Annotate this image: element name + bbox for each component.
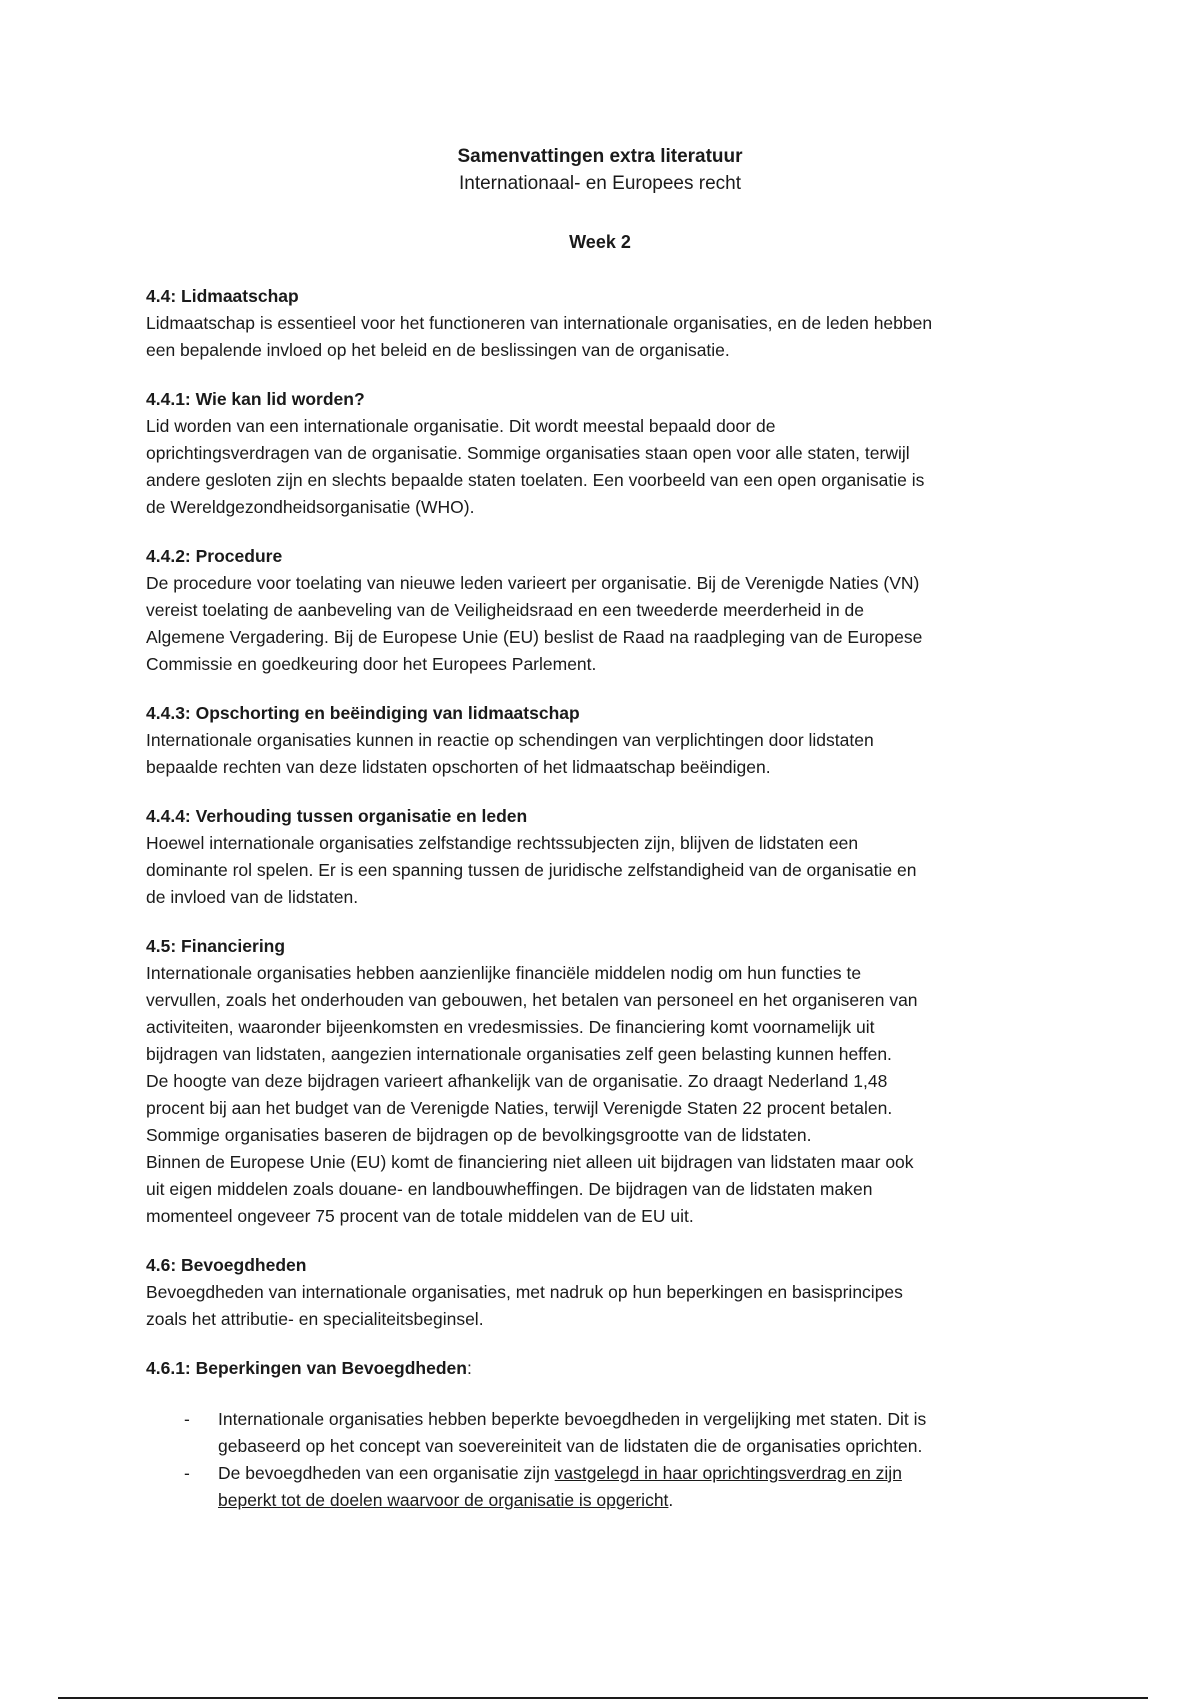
text-line: Bevoegdheden van internationale organisaties, met nadruk op hun beperkingen en basisprincipes [146, 1282, 903, 1302]
bullet-item [146, 1460, 1066, 1514]
section-paragraph [146, 960, 1066, 1230]
section-verhouding [146, 803, 1066, 911]
text-line: bepaalde rechten van deze lidstaten opschorten of het lidmaatschap beëindigen. [146, 757, 771, 777]
text-line: bijdragen van lidstaten, aangezien internationale organisaties zelf geen belasting kunnen heffen. [146, 1044, 892, 1064]
section-opschorting [146, 700, 1066, 781]
text-line: Lid worden van een internationale organisatie. Dit wordt meestal bepaald door de [146, 416, 776, 436]
text-line: Commissie en goedkeuring door het Europees Parlement. [146, 654, 597, 674]
text-run: De bevoegdheden van een organisatie zijn [218, 1463, 555, 1483]
text-line: uit eigen middelen zoals douane- en landbouwheffingen. De bijdragen van de lidstaten maken [146, 1179, 873, 1199]
text-line: zoals het attributie- en specialiteitsbeginsel. [146, 1309, 484, 1329]
section-financiering [146, 933, 1066, 1230]
bullet-item [146, 1406, 1066, 1460]
text-line: momenteel ongeveer 75 procent van de totale middelen van de EU uit. [146, 1206, 694, 1226]
document-title: Samenvattingen extra literatuur [457, 146, 743, 167]
section-heading: 4.4.1: Wie kan lid worden? [146, 389, 365, 409]
bullet-dash: - [184, 1409, 190, 1429]
section-heading: 4.6.1: Beperkingen van Bevoegdheden [146, 1358, 467, 1378]
text-line: Lidmaatschap is essentieel voor het functioneren van internationale organisaties, en de leden hebben [146, 313, 933, 333]
bullet-list [146, 1406, 1066, 1514]
text-line: activiteiten, waaronder bijeenkomsten en vredesmissies. De financiering komt voornamelijk uit [146, 1017, 875, 1037]
text-line: een bepalende invloed op het beleid en de beslissingen van de organisatie. [146, 340, 730, 360]
text-line: De hoogte van deze bijdragen varieert afhankelijk van de organisatie. Zo draagt Nederland 1,48 [146, 1071, 888, 1091]
section-heading: 4.4.2: Procedure [146, 546, 283, 566]
document-subtitle: Internationaal- en Europees recht [458, 173, 741, 194]
text-line: procent bij aan het budget van de Verenigde Naties, terwijl Verenigde Staten 22 procent betalen. [146, 1098, 893, 1118]
underlined-text: vastgelegd in haar oprichtingsverdrag en zijn [554, 1463, 902, 1483]
section-heading-line [146, 1355, 1066, 1382]
text-line: gebaseerd op het concept van soevereiniteit van de lidstaten die de organisaties oprichten. [218, 1436, 923, 1456]
week-heading: Week 2 [569, 232, 631, 252]
heading-colon: : [466, 1358, 472, 1378]
section-paragraph [146, 830, 1066, 911]
text-line: Internationale organisaties hebben aanzienlijke financiële middelen nodig om hun functies te [146, 963, 862, 983]
section-heading: 4.5: Financiering [146, 936, 286, 956]
text-line: Sommige organisaties baseren de bijdragen op de bevolkingsgrootte van de lidstaten. [146, 1125, 812, 1145]
bullet-dash: - [184, 1463, 190, 1483]
text-line: De procedure voor toelating van nieuwe leden varieert per organisatie. Bij de Verenigde Naties (VN) [146, 573, 920, 593]
text-line: de Wereldgezondheidsorganisatie (WHO). [146, 497, 475, 517]
section-bevoegdheden [146, 1252, 1066, 1333]
section-heading: 4.4.3: Opschorting en beëindiging van lidmaatschap [146, 703, 580, 723]
section-wie-kan-lid-worden [146, 386, 1066, 521]
text-line: Hoewel internationale organisaties zelfstandige rechtssubjecten zijn, blijven de lidstaten een [146, 833, 859, 853]
section-heading: 4.4: Lidmaatschap [146, 286, 299, 306]
section-paragraph [146, 413, 1066, 521]
section-paragraph [146, 727, 1066, 781]
footer-divider [58, 1697, 1148, 1699]
text-line: de invloed van de lidstaten. [146, 887, 359, 907]
document-content [146, 283, 1066, 1536]
text-line: Internationale organisaties hebben beperkte bevoegdheden in vergelijking met staten. Dit is [218, 1409, 927, 1429]
text-line [218, 1487, 1066, 1514]
text-line: vereist toelating de aanbeveling van de Veiligheidsraad en een tweederde meerderheid in de [146, 600, 865, 620]
section-paragraph [146, 310, 1066, 364]
text-line: Binnen de Europese Unie (EU) komt de financiering niet alleen uit bijdragen van lidstaten maar ook [146, 1152, 914, 1172]
section-paragraph [146, 1279, 1066, 1333]
underlined-text: beperkt tot de doelen waarvoor de organisatie is opgericht [218, 1490, 669, 1510]
text-line: oprichtingsverdragen van de organisatie. Sommige organisaties staan open voor alle staten, terwijl [146, 443, 910, 463]
text-line: Internationale organisaties kunnen in reactie op schendingen van verplichtingen door lidstaten [146, 730, 874, 750]
section-procedure [146, 543, 1066, 678]
text-line: andere gesloten zijn en slechts bepaalde staten toelaten. Een voorbeeld van een open organisatie is [146, 470, 925, 490]
text-line [218, 1460, 1066, 1487]
text-line: vervullen, zoals het onderhouden van gebouwen, het betalen van personeel en het organiseren van [146, 990, 918, 1010]
text-line: Algemene Vergadering. Bij de Europese Unie (EU) beslist de Raad na raadpleging van de Europese [146, 627, 923, 647]
section-heading: 4.4.4: Verhouding tussen organisatie en leden [146, 806, 528, 826]
text-run: . [668, 1490, 674, 1510]
section-lidmaatschap [146, 283, 1066, 364]
section-beperkingen [146, 1355, 1066, 1514]
section-paragraph [146, 570, 1066, 678]
section-heading: 4.6: Bevoegdheden [146, 1255, 307, 1275]
text-line: dominante rol spelen. Er is een spanning tussen de juridische zelfstandigheid van de organisatie en [146, 860, 917, 880]
